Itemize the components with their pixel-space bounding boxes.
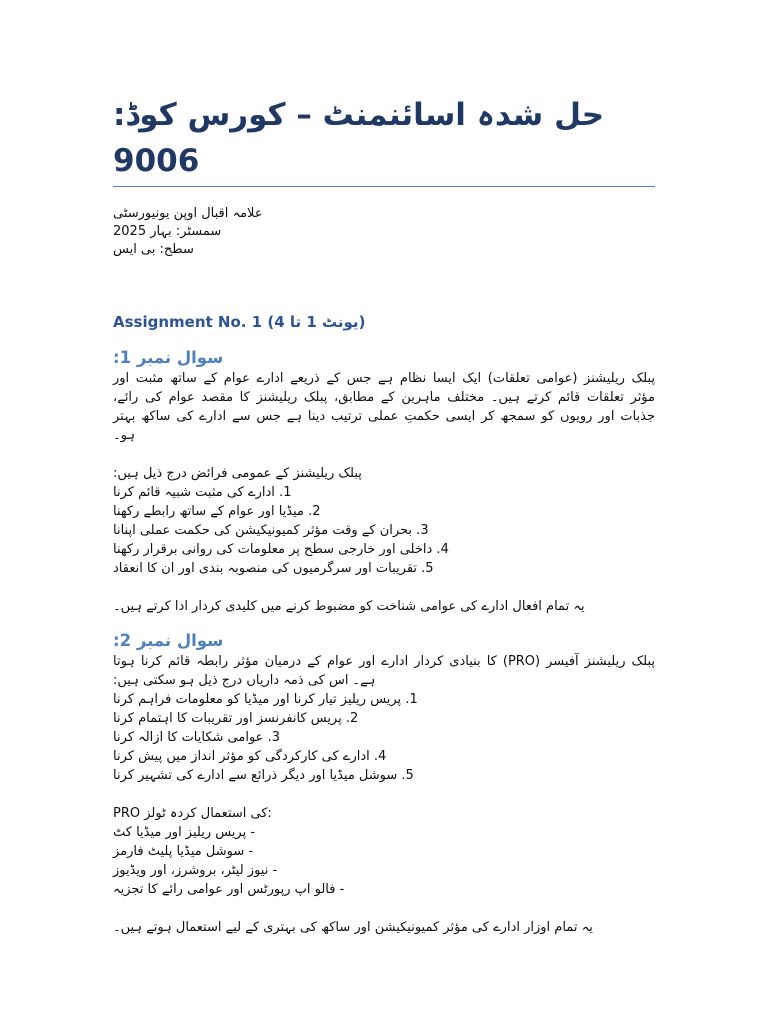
q2-tools-list [113,823,655,899]
list-item: 1. ادارے کی مثبت شبیہ قائم کرنا [113,485,292,500]
q1-list-intro: پبلک ریلیشنز کے عمومی فرائض درج ذیل ہیں: [113,466,362,481]
list-item: - فالو اپ رپورٹس اور عوامی رائے کا تجزیہ [113,882,345,897]
list-item: - پریس ریلیز اور میڈیا کٹ [113,825,256,840]
assignment-heading: Assignment No. 1 (یونٹ 1 تا 4) [113,313,366,331]
q1-duties-list [113,483,655,578]
q2-closing: یہ تمام اوزار ادارے کی مؤثر کمیونیکیشن اور ساکھ کی بہتری کے لیے استعمال ہوتے ہیں۔ [113,920,593,935]
list-item: 2. پریس کانفرنسز اور تقریبات کا اہتمام کرنا [113,711,359,726]
list-item: - نیوز لیٹر، بروشرز، اور ویڈیوز [113,863,278,878]
q1-para-line: ہو۔ [113,428,135,443]
list-item: 2. میڈیا اور عوام کے ساتھ رابطے رکھنا [113,504,321,519]
q1-para-line: مؤثر تعلقات قائم کرتے ہیں۔ مختلف ماہرین کے مطابق، پبلک ریلیشنز کا مقصد عوام کی رائے، [113,390,655,405]
question-1-heading: سوال نمبر 1: [113,348,224,367]
document-meta [113,205,655,259]
q2-duties-list [113,690,655,785]
meta-semester: سمسٹر: بہار 2025 [113,224,222,239]
meta-level: سطح: بی ایس [113,242,194,257]
question-2-paragraph [113,652,655,690]
meta-university: علامہ اقبال اوپن یونیورسٹی [113,206,263,221]
list-item: 5. تقریبات اور سرگرمیوں کی منصوبہ بندی اور ان کا انعقاد [113,561,434,576]
q1-para-line: جذبات اور رویوں کو سمجھ کر ایسی حکمتِ عملی ترتیب دینا ہے جس سے ادارے کی ساکھ بہتر [113,409,655,424]
q2-tools-intro: PRO کی استعمال کردہ ٹولز: [113,806,272,821]
list-item: 3. عوامی شکایات کا ازالہ کرنا [113,730,280,745]
question-2-heading: سوال نمبر 2: [113,631,224,650]
q1-closing: یہ تمام افعال ادارے کی عوامی شناخت کو مضبوط کرنے میں کلیدی کردار ادا کرتے ہیں۔ [113,599,585,614]
list-item: 1. پریس ریلیز تیار کرنا اور میڈیا کو معلومات فراہم کرنا [113,692,418,707]
list-item: 5. سوشل میڈیا اور دیگر ذرائع سے ادارے کی تشہیر کرنا [113,768,414,783]
list-item: 3. بحران کے وقت مؤثر کمیونیکیشن کی حکمت عملی اپنانا [113,523,429,538]
q1-para-line: پبلک ریلیشنز (عوامی تعلقات) ایک ایسا نظام ہے جس کے ذریعے ادارے عوام کے ساتھ مثبت اور [113,371,655,386]
q2-para-line: ہے۔ اس کی ذمہ داریاں درج ذیل ہو سکتی ہیں: [113,673,376,688]
list-item: - سوشل میڈیا پلیٹ فارمز [113,844,254,859]
document-title: حل شدہ اسائنمنٹ – کورس کوڈ: 9006 [113,92,655,187]
q2-para-line: پبلک ریلیشنز آفیسر (PRO) کا بنیادی کردار ادارے اور عوام کے درمیان مؤثر رابطہ قائم کرنا ہوتا [113,654,655,669]
list-item: 4. داخلی اور خارجی سطح پر معلومات کی روانی برقرار رکھنا [113,542,449,557]
question-1-paragraph [113,369,655,445]
list-item: 4. ادارے کی کارکردگی کو مؤثر انداز میں پیش کرنا [113,749,387,764]
